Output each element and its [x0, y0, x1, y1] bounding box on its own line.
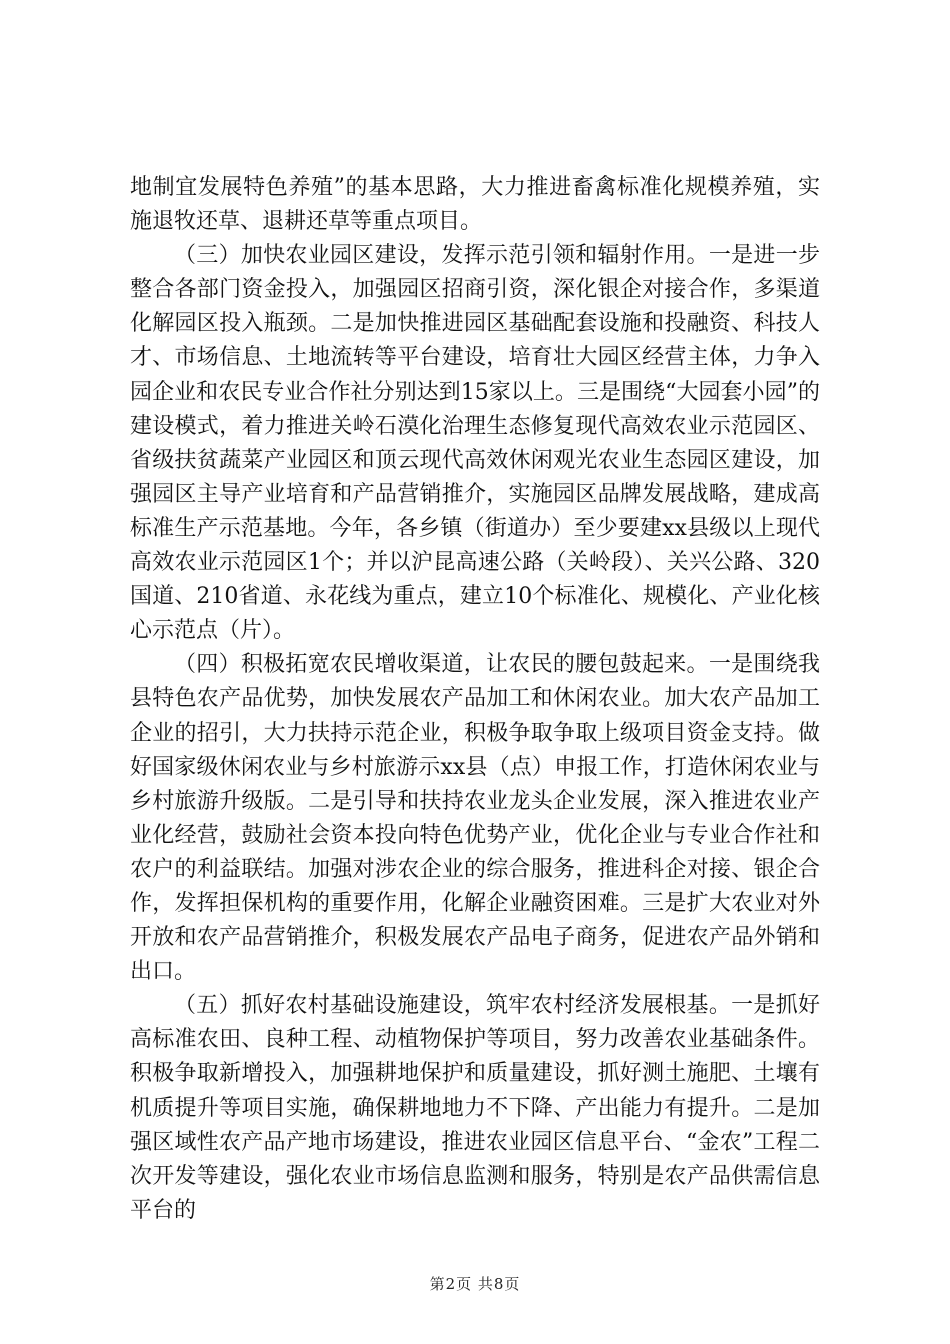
paragraph-continued: 地制宜发展特色养殖”的基本思路，大力推进畜禽标准化规模养殖，实施退牧还草、退耕还草等重点项目。: [130, 175, 820, 235]
paragraph-section-3: （三）加快农业园区建设，发挥示范引领和辐射作用。一是进一步整合各部门资金投入，加强园区招商引资，深化银企对接合作，多渠道化解园区投入瓶颈。二是加快推进园区基础配套设施和投融资、科技人才、市场信息、土地流转等平台建设，培育壮大园区经营主体，力争入园企业和农民专业合作社分别达到15家以上。三是围绕“大园套小园”的建设模式，着力推进关岭石漠化治理生态修复现代高效农业示范园区、省级扶贫蔬菜产业园区和顶云现代高效休闲观光农业生态园区建设，加强园区主导产业培育和产品营销推介，实施园区品牌发展战略，建成高标准生产示范基地。今年，各乡镇（街道办）至少要建xx县级以上现代高效农业示范园区1个；并以沪昆高速公路（关岭段）、关兴公路、320国道、210省道、永花线为重点，建立10个标准化、规模化、产业化核心示范点（片）。: [130, 243, 820, 644]
paragraph-section-4: （四）积极拓宽农民增收渠道，让农民的腰包鼓起来。一是围绕我县特色农产品优势，加快发展农产品加工和休闲农业。加大农产品加工企业的招引，大力扶持示范企业，积极争取争取上级项目资金支持。做好国家级休闲农业与乡村旅游示xx县（点）申报工作，打造休闲农业与乡村旅游升级版。二是引导和扶持农业龙头企业发展，深入推进农业产业化经营，鼓励社会资本投向特色优势产业，优化企业与专业合作社和农户的利益联结。加强对涉农企业的综合服务，推进科企对接、银企合作，发挥担保机构的重要作用，化解企业融资困难。三是扩大农业对外开放和农产品营销推介，积极发展农产品电子商务，促进农产品外销和出口。: [130, 652, 820, 985]
page-number-footer: 第2页 共8页: [429, 1275, 521, 1293]
paragraph-section-5: （五）抓好农村基础设施建设，筑牢农村经济发展根基。一是抓好高标准农田、良种工程、动植物保护等项目，努力改善农业基础条件。积极争取新增投入，加强耕地保护和质量建设，抓好测土施肥、土壤有机质提升等项目实施，确保耕地地力不下降、产出能力有提升。二是加强区域性农产品产地市场建设，推进农业园区信息平台、“金农”工程二次开发等建设，强化农业市场信息监测和服务，特别是农产品供需信息平台的: [130, 993, 820, 1223]
document-body: [130, 171, 820, 1228]
